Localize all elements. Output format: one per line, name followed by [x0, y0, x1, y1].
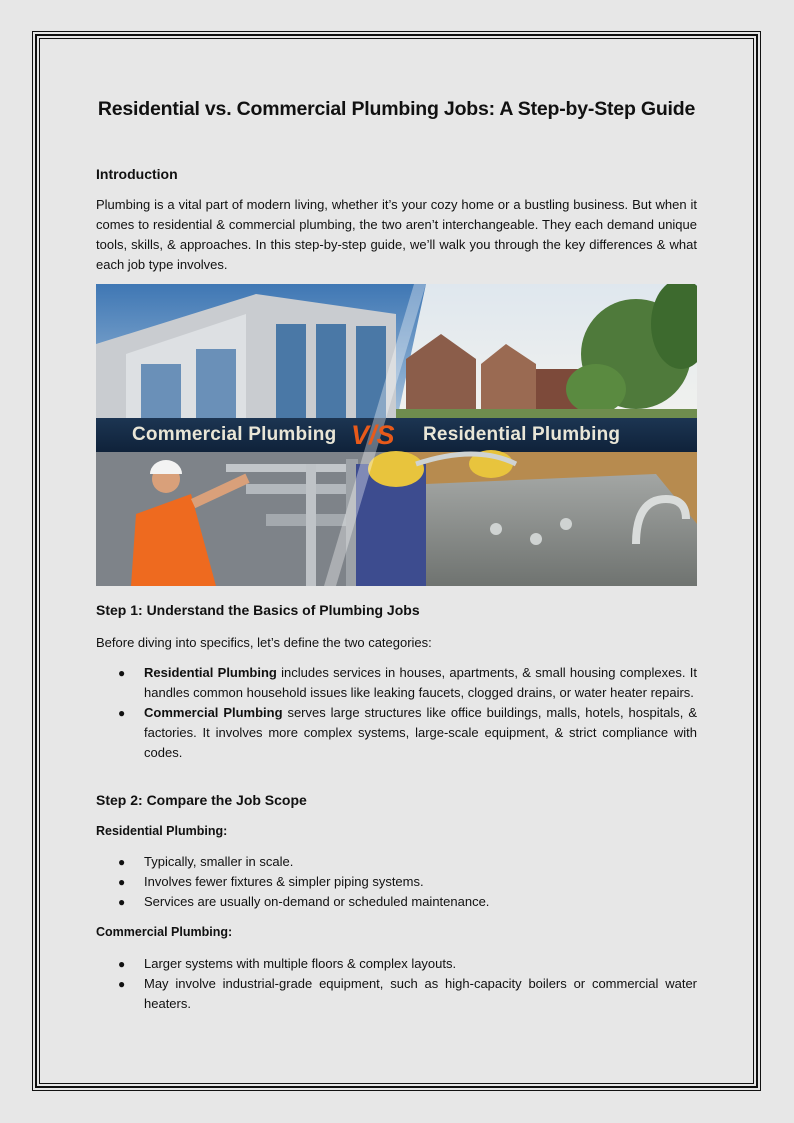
step1-heading: Step 1: Understand the Basics of Plumbing Jobs	[96, 602, 420, 618]
hero-left-label: Commercial Plumbing	[132, 424, 337, 445]
bullet-icon: ●	[118, 855, 126, 869]
list-item-text: Involves fewer fixtures & simpler piping systems.	[144, 874, 424, 889]
bullet-icon: ●	[118, 977, 126, 991]
hero-image	[96, 284, 697, 586]
bullet-icon: ●	[118, 957, 126, 971]
intro-paragraph: Plumbing is a vital part of modern living, whether it’s your cozy home or a bustling business. But when it comes to residential & commercial plumbing, the two aren’t interchangeable. They each demand unique tools, skills, & approaches. In this step-by-step guide, we’ll walk you through the key differences & what each job type involves.	[96, 197, 697, 272]
page-title: Residential vs. Commercial Plumbing Jobs: A Step-by-Step Guide	[97, 98, 696, 120]
step1-lead: Before diving into specifics, let’s define the two categories:	[96, 635, 432, 650]
list-item-text: Services are usually on-demand or scheduled maintenance.	[144, 894, 490, 909]
list-item	[96, 954, 697, 974]
list-item-term: Commercial Plumbing	[144, 705, 283, 720]
bullet-icon: ●	[118, 875, 126, 889]
list-item-text: May involve industrial-grade equipment, such as high-capacity boilers or commercial water heaters.	[144, 976, 697, 1011]
bullet-icon: ●	[118, 706, 126, 720]
residential-heading: Residential Plumbing:	[96, 824, 228, 838]
step1-list	[96, 663, 697, 763]
list-item	[96, 974, 697, 1014]
step2-heading: Step 2: Compare the Job Scope	[96, 792, 307, 808]
intro-heading: Introduction	[96, 166, 178, 182]
commercial-list	[96, 954, 697, 1014]
residential-list	[96, 852, 697, 912]
list-item-text: includes services in houses, apartments, & small housing complexes. It handles common household issues like leaking faucets, clogged drains, or water heater repairs.	[144, 665, 697, 700]
list-item	[96, 892, 697, 912]
list-item	[96, 872, 697, 892]
list-item	[96, 663, 697, 703]
bullet-icon: ●	[118, 895, 126, 909]
bullet-icon: ●	[118, 666, 126, 680]
hero-right-label: Residential Plumbing	[423, 424, 621, 445]
list-item	[96, 852, 697, 872]
hero-vs-label: V/S	[351, 419, 395, 450]
list-item-term: Residential Plumbing	[144, 665, 277, 680]
list-item	[96, 703, 697, 763]
list-item-text: Larger systems with multiple floors & complex layouts.	[144, 956, 457, 971]
hero-title-band	[96, 418, 697, 452]
list-item-text: Typically, smaller in scale.	[144, 854, 294, 869]
commercial-heading: Commercial Plumbing:	[96, 925, 233, 939]
list-item-text: serves large structures like office buildings, malls, hotels, hospitals, & factories. It involves more complex systems, large-scale equipment, & strict compliance with codes.	[144, 705, 697, 760]
